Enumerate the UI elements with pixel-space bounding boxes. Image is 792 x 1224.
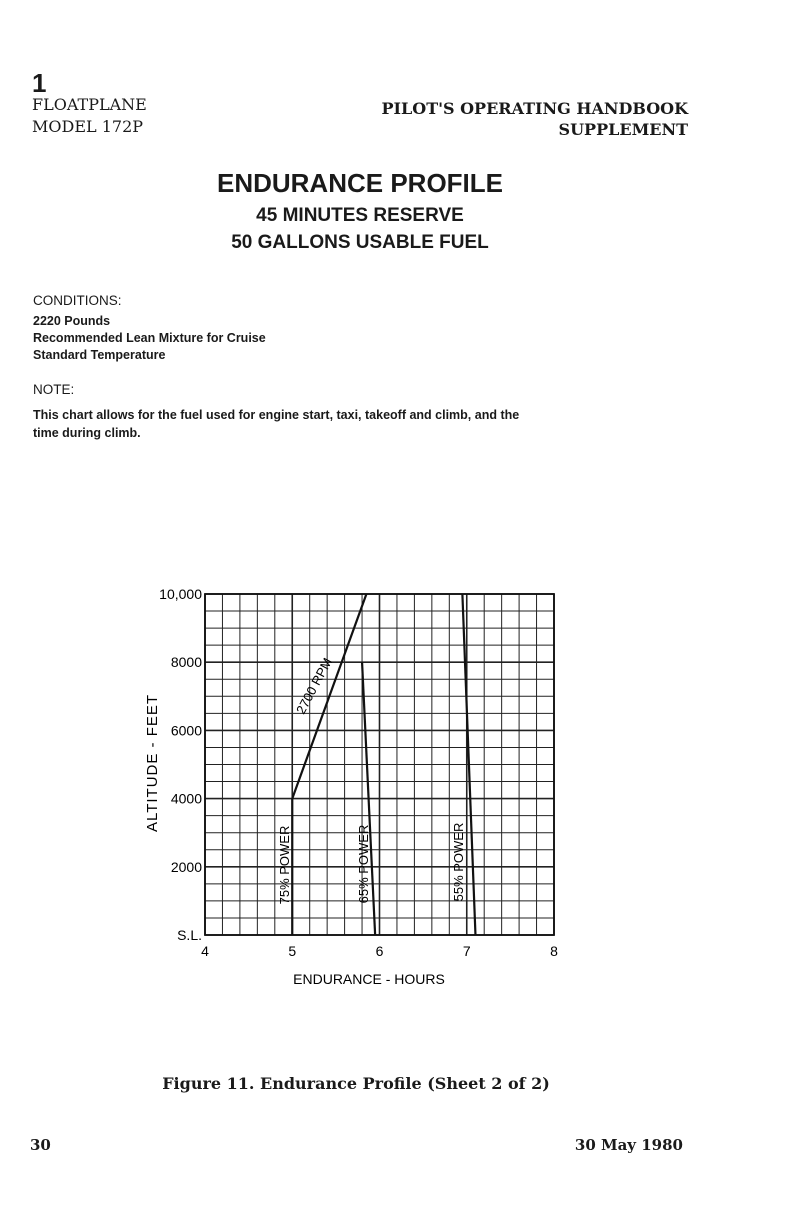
y-tick-label: 10,000 (159, 586, 202, 602)
x-tick-label: 5 (288, 943, 297, 959)
note-heading: NOTE: (33, 382, 75, 397)
condition-mixture: Recommended Lean Mixture for Cruise (33, 331, 266, 345)
y-tick-label: 6000 (170, 722, 202, 739)
chart-subtitle-fuel: 50 GALLONS USABLE FUEL (231, 232, 489, 253)
header-supplement: SUPPLEMENT (558, 120, 688, 139)
note-text-line1: This chart allows for the fuel used for engine start, taxi, takeoff and climb, and the (33, 408, 520, 422)
condition-temperature: Standard Temperature (33, 348, 166, 362)
y-tick-label: 2000 (170, 858, 202, 875)
series-label-75-power: 75% POWER (277, 825, 292, 905)
x-tick-label: 8 (550, 943, 558, 959)
section-number: 1 (32, 68, 47, 98)
page-date: 30 May 1980 (574, 1136, 683, 1154)
x-axis-label: ENDURANCE - HOURS (293, 971, 445, 987)
page-number: 30 (30, 1136, 51, 1154)
header-model-number: MODEL 172P (32, 117, 144, 136)
x-tick-label: 7 (462, 943, 471, 959)
condition-weight: 2220 Pounds (33, 314, 111, 328)
conditions-heading: CONDITIONS: (33, 293, 122, 308)
y-tick-label: 8000 (170, 654, 202, 671)
header-model-type: FLOATPLANE (32, 95, 147, 114)
y-tick-label: 4000 (170, 790, 202, 807)
series-label-55-power: 55% POWER (451, 822, 466, 902)
header-handbook-title: PILOT'S OPERATING HANDBOOK (381, 99, 688, 118)
x-tick-label: 4 (201, 943, 209, 959)
series-label-2700-rpm: 2700 RPM (292, 655, 336, 717)
note-text-line2: time during climb. (33, 426, 141, 440)
series-label-65-power: 65% POWER (356, 824, 371, 904)
figure-caption: Figure 11. Endurance Profile (Sheet 2 of 2) (162, 1074, 550, 1093)
chart-grid (205, 594, 554, 935)
chart-subtitle-reserve: 45 MINUTES RESERVE (256, 205, 464, 226)
chart-title: ENDURANCE PROFILE (216, 168, 503, 198)
x-tick-label: 6 (375, 943, 384, 959)
y-axis-label: ALTITUDE - FEET (144, 693, 161, 833)
y-tick-label: S.L. (177, 927, 202, 943)
